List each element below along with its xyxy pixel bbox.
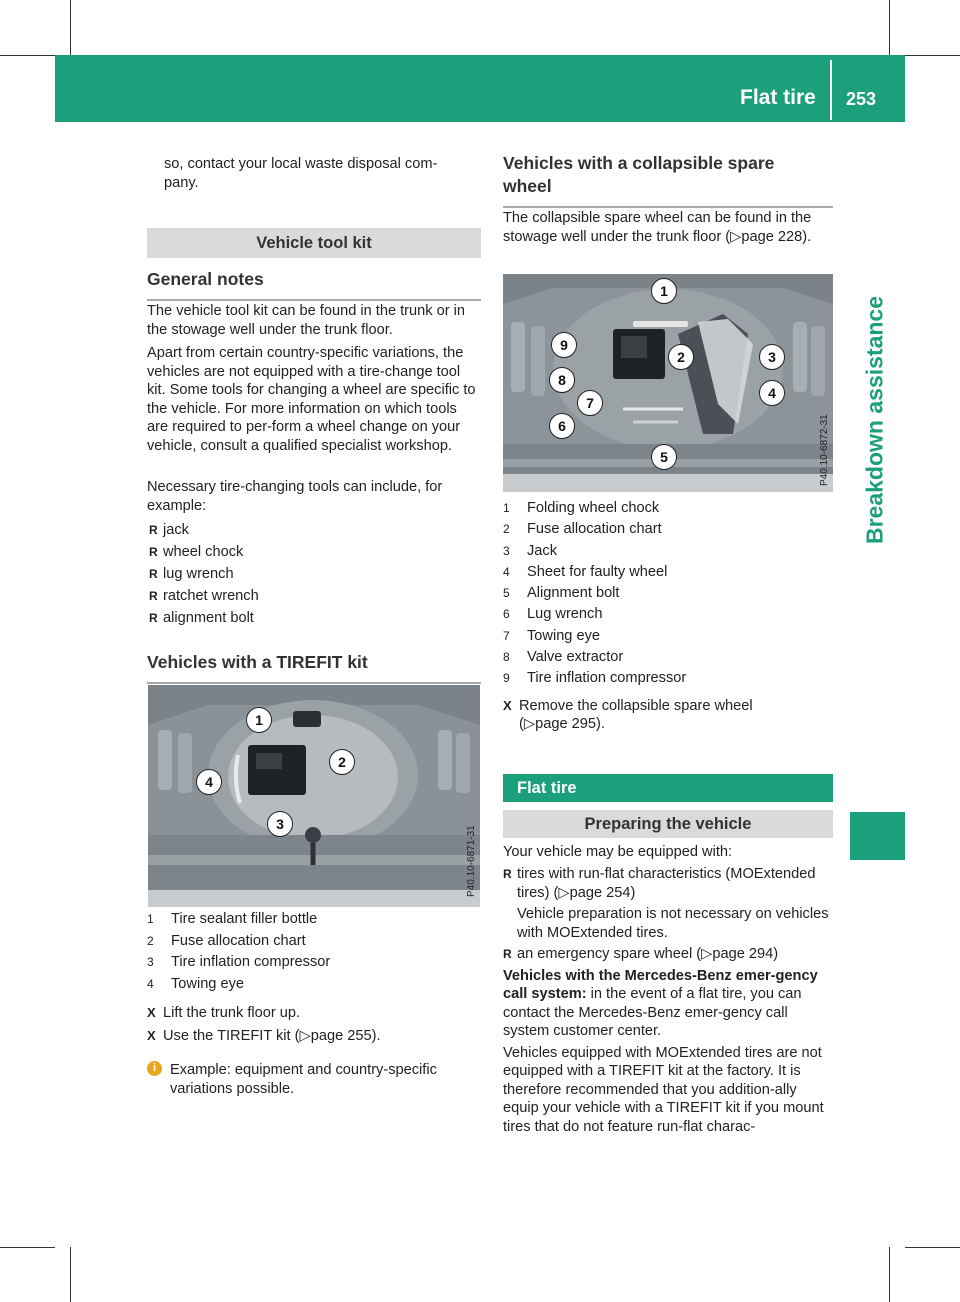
page-link[interactable]: page 295: [535, 716, 596, 733]
legend-item: 3 Tire inflation compressor: [147, 954, 331, 970]
emergency-call-paragraph: Vehicles with the Mercedes-Benz emer-gency call system: in the event of a flat tire, you can contact the Mercedes-Benz emer-gency call system customer center.: [503, 967, 818, 1040]
crop-mark: [905, 55, 960, 56]
crop-mark: [905, 1247, 960, 1248]
moextended-paragraph: Vehicles equipped with MOExtended tires are not equipped with a TIREFIT kit at the factory. It is therefore recommended that you addition-ally equip your vehicle with a TIREFIT kit if you mount tires that do not feature run-flat charac-: [503, 1044, 824, 1135]
tools-list: [149, 521, 479, 631]
step-remove-spare: X Remove the collapsible spare wheel (▷page 295).: [503, 697, 799, 734]
page-link[interactable]: page 255: [310, 1028, 372, 1044]
legend-item: 2 Fuse allocation chart: [503, 521, 662, 538]
collapsible-spare-heading: Vehicles with a collapsible spare wheel: [503, 152, 833, 208]
legend-item: 7 Towing eye: [503, 627, 601, 644]
callout-3: 3: [759, 344, 785, 370]
page-link-arrow: ▷: [523, 716, 536, 733]
callout-1: 1: [651, 278, 677, 304]
callout-2: 2: [329, 749, 355, 775]
callout-4: 4: [759, 380, 785, 406]
trunk-illustration: [148, 685, 480, 907]
general-notes-heading: General notes: [147, 268, 481, 301]
crop-mark: [889, 0, 890, 55]
page-link-arrow: ▷: [299, 1028, 311, 1044]
step-use-tirefit: X Use the TIREFIT kit (▷page 255).: [147, 1027, 481, 1050]
subsection-bar-preparing: Preparing the vehicle: [503, 810, 833, 838]
list-item: R lug wrench: [149, 565, 479, 587]
page-link-arrow: ▷: [730, 228, 742, 245]
callout-9: 9: [551, 332, 577, 358]
list-item: R tires with run-flat characteristics (MOExtended tires) (▷page 254) Vehicle preparation is not necessary on vehicles with MOExtended tires.: [503, 865, 833, 942]
page-link-arrow: ▷: [558, 884, 570, 901]
crop-mark: [0, 55, 55, 56]
right-column-lower: [503, 499, 833, 1136]
legend-item: 1 Folding wheel chock: [503, 500, 660, 516]
legend-item: 1 Tire sealant filler bottle: [147, 911, 318, 927]
crop-mark: [0, 1247, 55, 1248]
header-divider: [830, 60, 832, 120]
legend-item: 9 Tire inflation compressor: [503, 670, 687, 687]
section-side-label: Breakdown assistance: [861, 295, 888, 545]
list-item: R an emergency spare wheel (▷page 294): [503, 945, 833, 964]
callout-7: 7: [577, 390, 603, 416]
tirefit-legend: [147, 910, 481, 996]
callout-2: 2: [668, 344, 694, 370]
callout-3: 3: [267, 811, 293, 837]
list-item: R jack: [149, 521, 479, 543]
crop-mark: [70, 0, 71, 55]
info-icon: i: [147, 1061, 162, 1076]
side-tab: [850, 812, 905, 860]
left-column-lower: [147, 910, 481, 1098]
photo-code: P40.10-6872-31: [819, 414, 830, 486]
info-note: i Example: equipment and country-specific variations possible.: [147, 1061, 481, 1098]
section-bar-flat-tire: Flat tire: [503, 774, 833, 802]
legend-item: 2 Fuse allocation chart: [147, 932, 306, 949]
tirefit-kit-photo: [148, 685, 480, 907]
list-item: R alignment bolt: [149, 609, 479, 631]
legend-item: 4 Towing eye: [147, 975, 245, 992]
step-lift-floor: X Lift the trunk floor up.: [147, 1004, 481, 1027]
list-item: R wheel chock: [149, 543, 479, 565]
section-bar-vehicle-tool-kit: Vehicle tool kit: [147, 228, 481, 258]
legend-item: 5 Alignment bolt: [503, 585, 620, 602]
crop-mark: [889, 1247, 890, 1302]
spare-wheel-photo: [503, 274, 833, 492]
page-link[interactable]: page 294: [712, 946, 774, 963]
callout-8: 8: [549, 367, 575, 393]
spare-legend: [503, 499, 833, 691]
callout-6: 6: [549, 413, 575, 439]
paragraph: Necessary tire-changing tools can include, for example:: [147, 479, 443, 514]
paragraph: The vehicle tool kit can be found in the trunk or in the stowage well under the trunk floor.: [147, 303, 466, 338]
callout-1: 1: [246, 707, 272, 733]
tirefit-heading: Vehicles with a TIREFIT kit: [147, 651, 481, 684]
page-link[interactable]: page 254: [569, 884, 631, 901]
page-link[interactable]: page 228: [741, 228, 803, 245]
legend-item: 8 Valve extractor: [503, 649, 624, 666]
list-item: R ratchet wrench: [149, 587, 479, 609]
callout-5: 5: [651, 444, 677, 470]
legend-item: 6 Lug wrench: [503, 606, 603, 623]
callout-4: 4: [196, 769, 222, 795]
paragraph: Apart from certain country-specific variations, the vehicles are not equipped with a tire-change tool kit. Some tools for changing a wheel are specific to the vehicle. For more information on which tools are required to per-form a wheel change on your vehicle, consult a qualified specialist workshop.: [147, 345, 476, 454]
crop-mark: [70, 1247, 71, 1302]
equipped-intro: Your vehicle may be equipped with:: [503, 843, 733, 860]
page-title: Flat tire: [740, 86, 816, 109]
intro-text: so, contact your local waste disposal com- pany.: [164, 156, 438, 191]
spare-intro: The collapsible spare wheel can be found in the stowage well under the trunk floor (▷page 228).: [503, 210, 812, 245]
legend-item: 4 Sheet for faulty wheel: [503, 563, 668, 580]
photo-code: P40.10-6871-31: [466, 825, 477, 897]
page-link-arrow: ▷: [701, 946, 713, 963]
page-number: 253: [846, 89, 877, 109]
legend-item: 3 Jack: [503, 542, 558, 559]
